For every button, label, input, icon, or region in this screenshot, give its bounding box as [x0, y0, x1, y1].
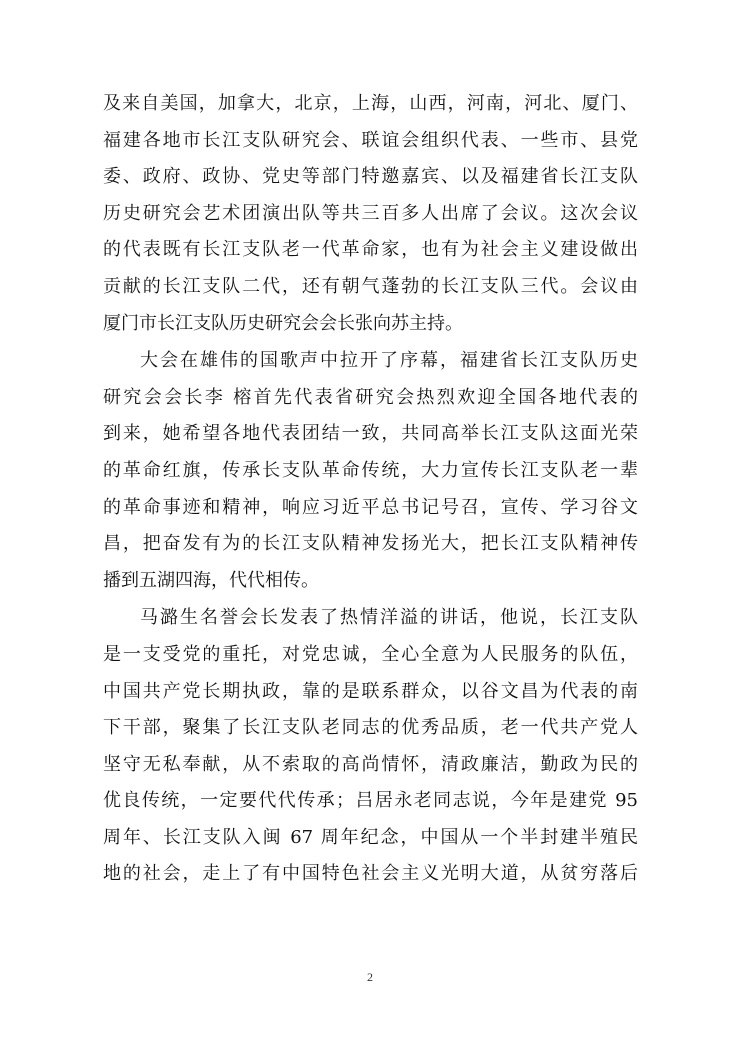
text-line: 昌，把奋发有为的长江支队精神发扬光大，把长江支队精神传 [103, 533, 638, 555]
text-line: 福建各地市长江支队研究会、联谊会组织代表、一些市、县党 [103, 129, 638, 151]
text-line: 委、政府、政协、党史等部门特邀嘉宾、以及福建省长江支队 [103, 166, 638, 188]
text-line: 大会在雄伟的国歌声中拉开了序幕，福建省长江支队历史 [140, 350, 638, 372]
text-line: 厦门市长江支队历史研究会会长张向苏主持。 [103, 312, 463, 334]
text-line: 的革命红旗，传承长支队革命传统，大力宣传长江支队老一辈 [103, 459, 638, 481]
text-line: 到来，她希望各地代表团结一致，共同高举长江支队这面光荣 [103, 423, 638, 445]
text-line: 下干部，聚集了长江支队老同志的优秀品质，老一代共产党人 [103, 717, 638, 739]
text-line: 优良传统，一定要代代传承；吕居永老同志说，今年是建党 95 [103, 790, 638, 812]
text-line: 周年、长江支队入闽 67 周年纪念，中国从一个半封建半殖民 [103, 826, 638, 848]
text-line: 坚守无私奉献，从不索取的高尚情怀，清政廉洁，勤政为民的 [103, 753, 638, 775]
paragraph [103, 600, 638, 893]
text-line: 贡献的长江支队二代，还有朝气蓬勃的长江支队三代。会议由 [103, 275, 638, 297]
text-line: 是一支受党的重托，对党忠诚，全心全意为人民服务的队伍， [103, 643, 638, 665]
paragraph [103, 86, 638, 342]
text-line: 马潞生名誉会长发表了热情洋溢的讲话，他说，长江支队 [140, 607, 638, 629]
text-line: 研究会会长李 榕首先代表省研究会热烈欢迎全国各地代表的 [103, 386, 638, 408]
page-number: 2 [367, 970, 373, 984]
text-line: 播到五湖四海，代代相传。 [103, 569, 319, 591]
text-line: 历史研究会艺术团演出队等共三百多人出席了会议。这次会议 [103, 202, 638, 224]
text-line: 的革命事迹和精神，响应习近平总书记号召，宣传、学习谷文 [103, 496, 638, 518]
text-line: 的代表既有长江支队老一代革命家，也有为社会主义建设做出 [103, 239, 638, 261]
document-body [103, 86, 638, 894]
paragraph [103, 343, 638, 599]
text-line: 及来自美国，加拿大，北京，上海，山西，河南，河北、厦门、 [103, 93, 638, 114]
text-line: 中国共产党长期执政，靠的是联系群众，以谷文昌为代表的南 [103, 680, 638, 702]
text-line: 地的社会，走上了有中国特色社会主义光明大道，从贫穷落后 [103, 863, 638, 885]
